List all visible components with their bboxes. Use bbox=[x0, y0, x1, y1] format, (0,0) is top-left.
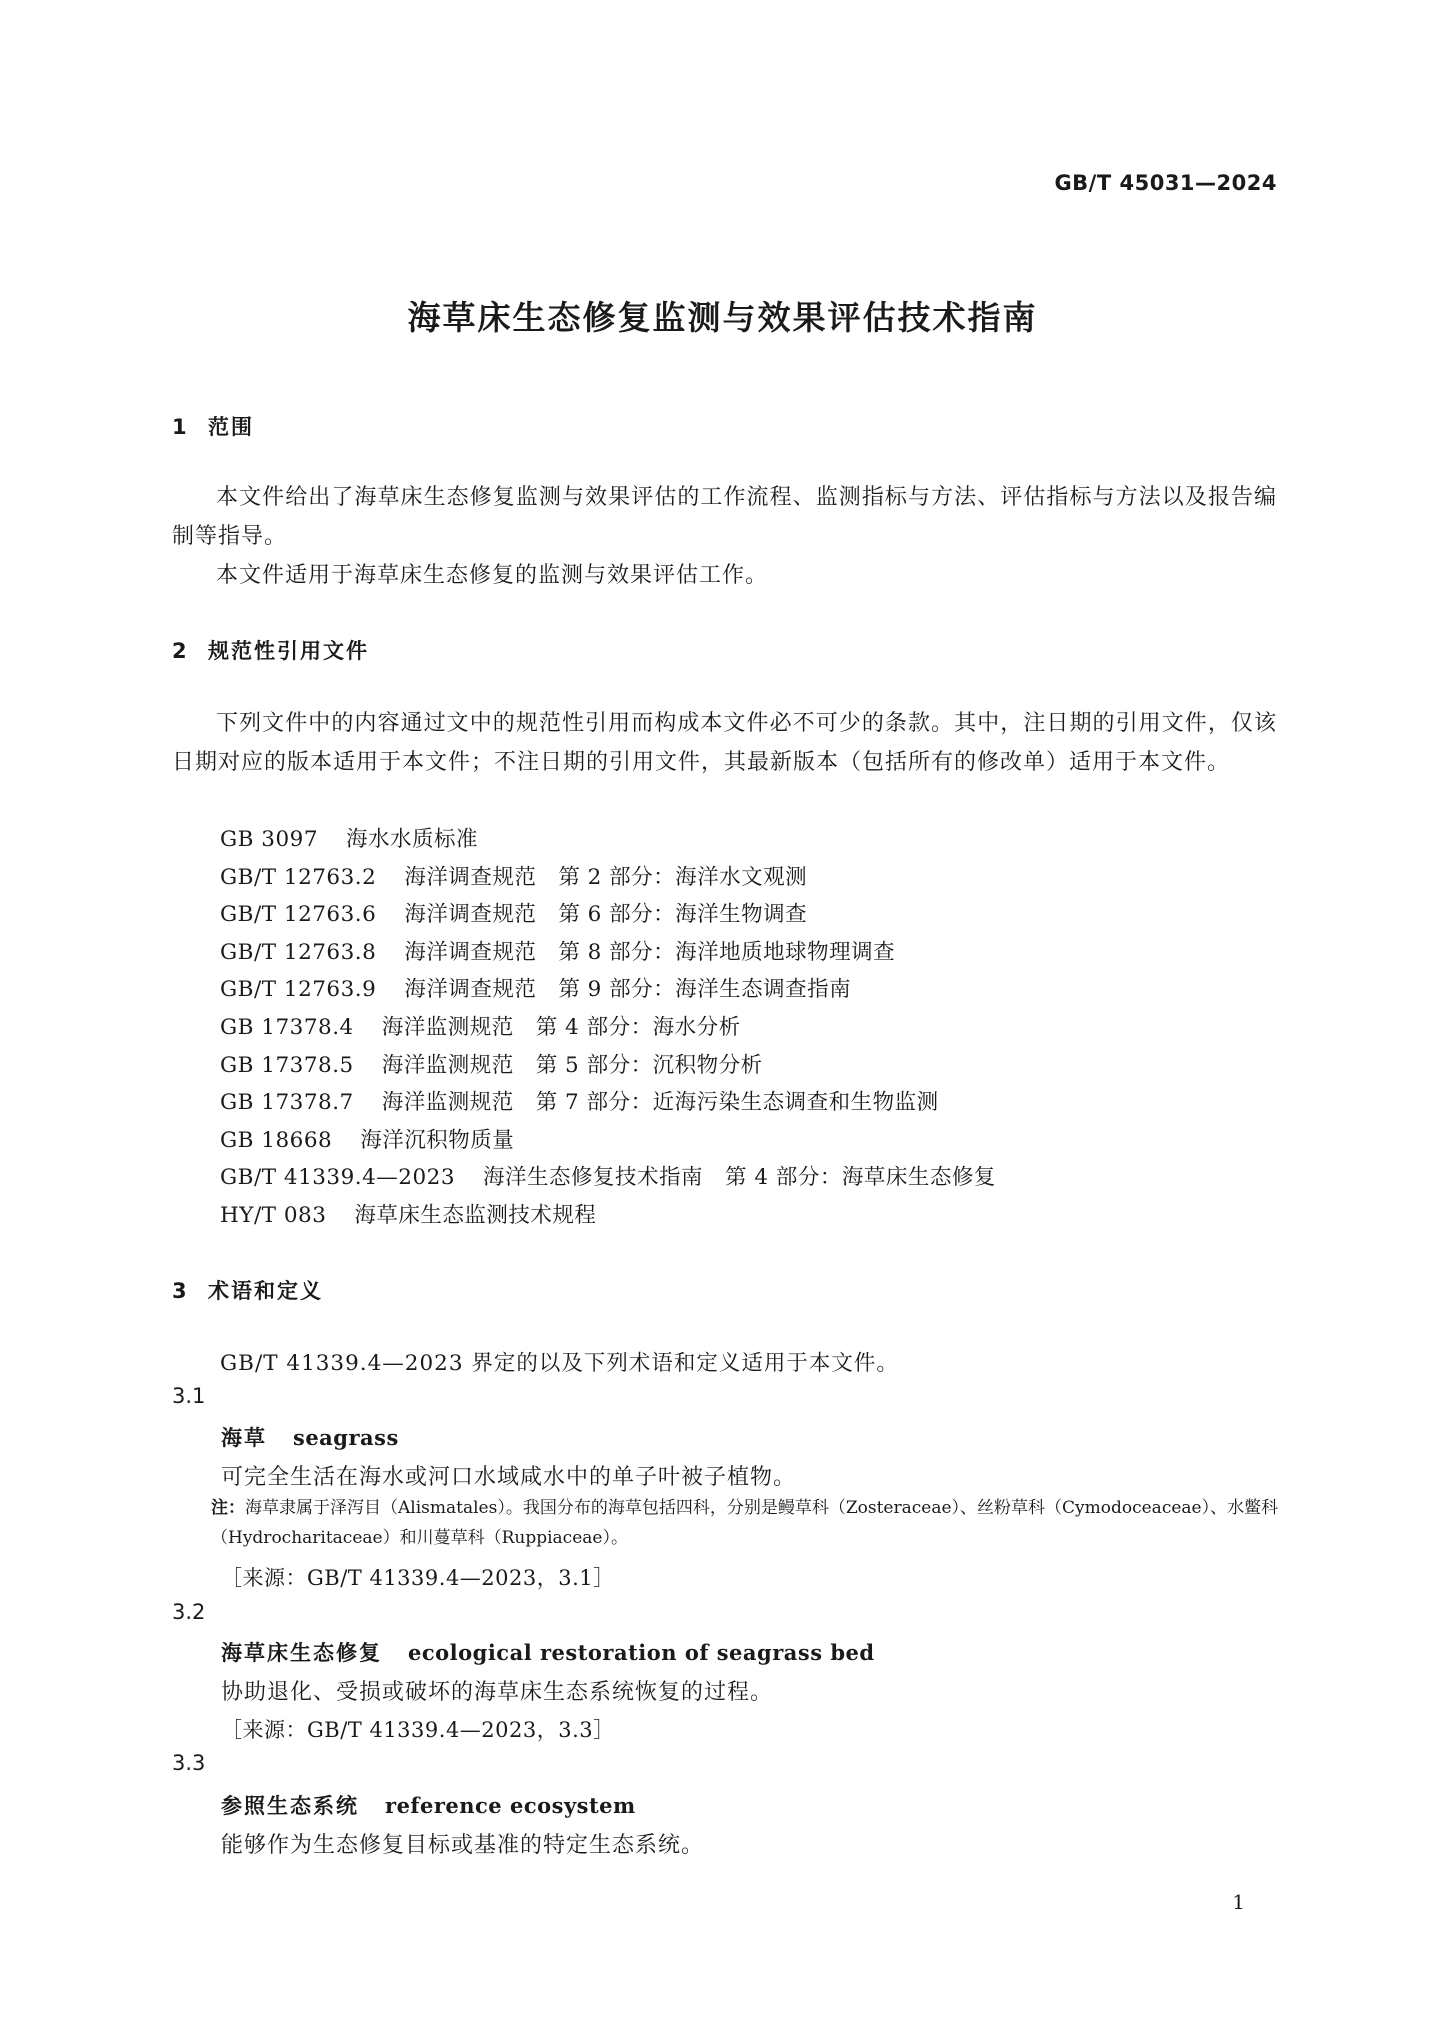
reference-item bbox=[220, 1048, 763, 1079]
term-zh: 海草床生态修复 bbox=[221, 1641, 382, 1665]
document-title: 海草床生态修复监测与效果评估技术指南 bbox=[407, 298, 1038, 337]
reference-item bbox=[220, 972, 851, 1003]
section-number: 2 bbox=[172, 639, 189, 663]
reference-title: 海洋沉积物质量 bbox=[360, 1128, 515, 1153]
term-number: 3.1 bbox=[172, 1384, 206, 1408]
section-title: 规范性引用文件 bbox=[208, 639, 369, 663]
page-number: 1 bbox=[1232, 1890, 1245, 1914]
reference-item bbox=[220, 897, 807, 928]
reference-item bbox=[220, 822, 478, 853]
reference-title: 海洋调查规范 第 2 部分：海洋水文观测 bbox=[404, 865, 808, 890]
reference-title: 海洋监测规范 第 5 部分：沉积物分析 bbox=[381, 1053, 763, 1078]
reference-title: 海洋调查规范 第 6 部分：海洋生物调查 bbox=[404, 902, 808, 927]
reference-code: GB/T 12763.2 bbox=[220, 865, 377, 890]
reference-title: 海洋监测规范 第 7 部分：近海污染生态调查和生物监测 bbox=[381, 1090, 939, 1115]
reference-code: GB 17378.4 bbox=[220, 1015, 354, 1040]
reference-code: HY/T 083 bbox=[220, 1203, 327, 1228]
term-heading bbox=[221, 1790, 636, 1820]
term-heading bbox=[221, 1422, 399, 1452]
standard-number: GB/T 45031—2024 bbox=[1054, 171, 1277, 195]
term-heading bbox=[221, 1637, 875, 1667]
reference-item bbox=[220, 1198, 596, 1229]
reference-code: GB 17378.5 bbox=[220, 1053, 354, 1078]
term-zh: 海草 bbox=[221, 1426, 267, 1450]
term-source: ［来源：GB/T 41339.4—2023，3.1］ bbox=[221, 1566, 615, 1590]
reference-code: GB/T 41339.4—2023 bbox=[220, 1165, 456, 1190]
reference-title: 海草床生态监测技术规程 bbox=[354, 1203, 597, 1228]
section-number: 1 bbox=[172, 415, 189, 439]
term-zh: 参照生态系统 bbox=[221, 1794, 359, 1818]
term-definition: 可完全生活在海水或河口水域咸水中的单子叶被子植物。 bbox=[221, 1465, 797, 1490]
term-note bbox=[211, 1493, 1281, 1553]
term-definition: 能够作为生态修复目标或基准的特定生态系统。 bbox=[221, 1833, 705, 1858]
scope-paragraph-1: 本文件给出了海草床生态修复监测与效果评估的工作流程、监测指标与方法、评估指标与方法以及报告编制等指导。 bbox=[172, 485, 1277, 549]
section-number: 3 bbox=[172, 1279, 189, 1303]
reference-code: GB 3097 bbox=[220, 827, 319, 852]
reference-code: GB/T 12763.6 bbox=[220, 902, 377, 927]
term-en: reference ecosystem bbox=[385, 1793, 636, 1818]
section-1-heading bbox=[172, 411, 254, 441]
term-en: seagrass bbox=[293, 1425, 399, 1450]
note-label: 注： bbox=[211, 1498, 245, 1518]
reference-item bbox=[220, 935, 895, 966]
section-2-heading bbox=[172, 635, 369, 665]
terms-intro: GB/T 41339.4—2023 界定的以及下列术语和定义适用于本文件。 bbox=[220, 1351, 899, 1376]
reference-title: 海洋生态修复技术指南 第 4 部分：海草床生态修复 bbox=[483, 1165, 996, 1190]
scope-paragraph-2: 本文件适用于海草床生态修复的监测与效果评估工作。 bbox=[216, 563, 769, 588]
reference-item bbox=[220, 1085, 939, 1116]
reference-code: GB 18668 bbox=[220, 1128, 333, 1153]
reference-item bbox=[220, 1160, 996, 1191]
reference-code: GB 17378.7 bbox=[220, 1090, 354, 1115]
reference-title: 海洋监测规范 第 4 部分：海水分析 bbox=[381, 1015, 741, 1040]
reference-code: GB/T 12763.9 bbox=[220, 977, 377, 1002]
reference-code: GB/T 12763.8 bbox=[220, 940, 377, 965]
term-definition: 协助退化、受损或破坏的海草床生态系统恢复的过程。 bbox=[221, 1680, 774, 1705]
reference-item bbox=[220, 1010, 741, 1041]
note-text: 海草隶属于泽泻目（Alismatales）。我国分布的海草包括四科，分别是鳗草科（Zosteraceae）、丝粉草科（Cymodoceaceae）、水鳖科（Hydrocharitaceae）和川蔓草科（Ruppiaceae）。 bbox=[211, 1498, 1279, 1548]
term-en: ecological restoration of seagrass bed bbox=[408, 1640, 875, 1665]
reference-item bbox=[220, 1123, 514, 1154]
term-source: ［来源：GB/T 41339.4—2023，3.3］ bbox=[221, 1718, 615, 1742]
reference-item bbox=[220, 860, 807, 891]
section-3-heading bbox=[172, 1275, 323, 1305]
reference-title: 海洋调查规范 第 9 部分：海洋生态调查指南 bbox=[404, 977, 852, 1002]
reference-title: 海洋调查规范 第 8 部分：海洋地质地球物理调查 bbox=[404, 940, 896, 965]
section-title: 术语和定义 bbox=[208, 1279, 323, 1303]
reference-title: 海水水质标准 bbox=[346, 827, 479, 852]
term-number: 3.2 bbox=[172, 1600, 206, 1624]
term-number: 3.3 bbox=[172, 1751, 206, 1775]
section-title: 范围 bbox=[208, 415, 254, 439]
normative-references-intro: 下列文件中的内容通过文中的规范性引用而构成本文件必不可少的条款。其中，注日期的引用文件，仅该日期对应的版本适用于本文件；不注日期的引用文件，其最新版本（包括所有的修改单）适用于本文件。 bbox=[172, 711, 1277, 775]
